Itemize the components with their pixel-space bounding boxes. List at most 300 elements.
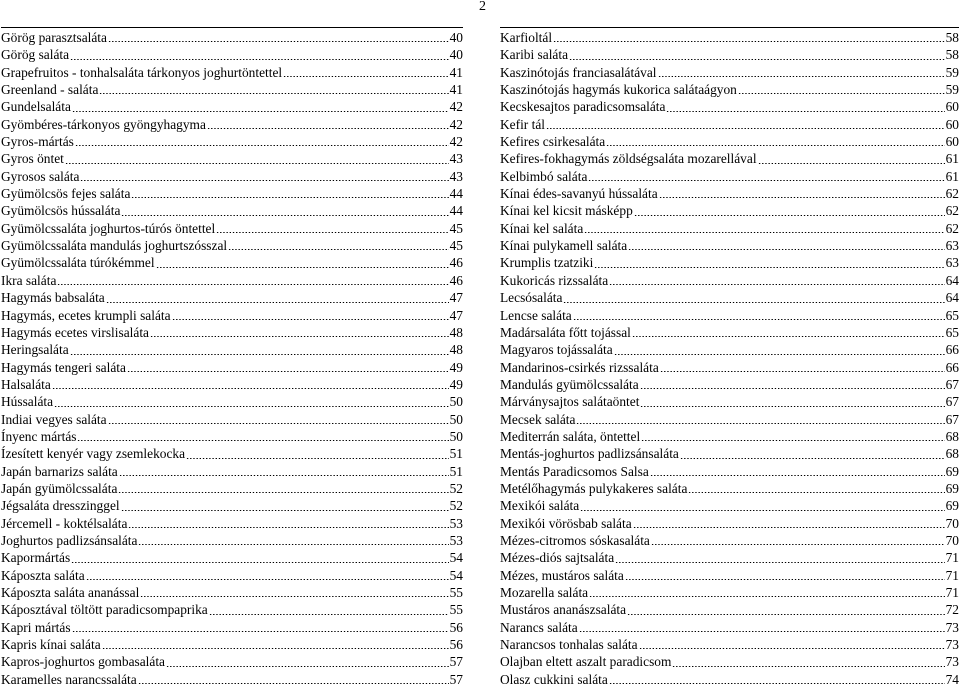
toc-entry: [500, 185, 959, 202]
toc-entry-title: Mandulás gyümölcssaláta: [500, 376, 639, 392]
toc-entry-page: 61: [945, 168, 959, 184]
toc-entry-title: Olajban eltett aszalt paradicsom: [500, 654, 672, 670]
toc-entry-page: 50: [449, 394, 463, 410]
toc-entry: [1, 237, 463, 254]
toc-entry-title: Olasz cukkini saláta: [500, 671, 608, 687]
toc-entry: [1, 428, 463, 445]
dot-leader: [627, 603, 945, 615]
toc-entry: [500, 289, 959, 306]
toc-entry: [1, 515, 463, 532]
toc-entry: [500, 46, 959, 63]
toc-entry-title: Mézes, mustáros saláta: [500, 567, 624, 583]
dot-leader: [580, 499, 944, 511]
toc-entry: [1, 619, 463, 636]
toc-entry-title: Kapormártás: [1, 550, 71, 566]
toc-entry-title: Kínai kel kicsit másképp: [500, 203, 633, 219]
toc-entry: [500, 29, 959, 46]
toc-entry-title: Japán barnarizs saláta: [1, 463, 118, 479]
toc-entry-page: 51: [449, 463, 463, 479]
toc-entry-page: 58: [945, 30, 959, 45]
toc-entry-title: Karibi saláta: [500, 47, 569, 63]
dot-leader: [651, 533, 945, 545]
toc-entry: [500, 445, 959, 462]
dot-leader: [606, 134, 944, 146]
toc-entry: [500, 428, 959, 445]
toc-entry-title: Gyros öntet: [1, 151, 64, 167]
toc-entry-title: Heringsaláta: [1, 342, 69, 358]
toc-entry-title: Mandarinos-csirkés rizssaláta: [500, 359, 659, 375]
toc-entry: [500, 411, 959, 428]
dot-leader: [57, 273, 448, 285]
toc-entry-page: 67: [945, 394, 959, 410]
toc-entry: [1, 411, 463, 428]
toc-entry: [1, 532, 463, 549]
dot-leader: [738, 82, 945, 94]
toc-entry-title: Kaszinótojás franciasalátával: [500, 64, 657, 80]
toc-entry: [1, 549, 463, 566]
dot-leader: [127, 360, 449, 372]
toc-entry-title: Gyros-mártás: [1, 134, 74, 150]
toc-entry-title: Lencse saláta: [500, 307, 572, 323]
toc-entry: [500, 480, 959, 497]
toc-entry-page: 65: [945, 307, 959, 323]
toc-entry-title: Indiai vegyes saláta: [1, 411, 107, 427]
toc-entry-page: 55: [449, 602, 463, 618]
toc-entry: [500, 324, 959, 341]
dot-leader: [121, 499, 449, 511]
toc-entry-page: 67: [945, 411, 959, 427]
toc-entry: [1, 376, 463, 393]
toc-entry: [1, 445, 463, 462]
toc-entry: [1, 202, 463, 219]
toc-entry: [500, 497, 959, 514]
toc-entry-title: Ínyenc mártás: [1, 428, 77, 444]
toc-entry-page: 66: [945, 359, 959, 375]
toc-entry-page: 63: [945, 238, 959, 254]
toc-entry: [500, 584, 959, 601]
toc-entry: [500, 463, 959, 480]
toc-entry-title: Kefires-fokhagymás zöldségsaláta mozarellával: [500, 151, 757, 167]
dot-leader: [108, 30, 449, 42]
toc-entry-title: Metélőhagymás pulykakeres saláta: [500, 480, 688, 496]
toc-entry: [1, 46, 463, 63]
toc-entry-title: Mecsek saláta: [500, 411, 576, 427]
toc-entry: [1, 98, 463, 115]
toc-entry-page: 73: [945, 637, 959, 653]
toc-entry-page: 40: [449, 30, 463, 45]
dot-leader: [641, 429, 944, 441]
toc-entry-title: Hússaláta: [1, 394, 54, 410]
toc-entry-title: Kefires csirkesaláta: [500, 134, 606, 150]
toc-entry: [1, 64, 463, 81]
dot-leader: [118, 481, 448, 493]
toc-entry-title: Joghurtos padlizsánsaláta: [1, 532, 138, 548]
toc-entry-title: Gyümölcssaláta mandulás joghurtszósszal: [1, 238, 228, 254]
toc-entry: [500, 393, 959, 410]
toc-entry-title: Kelbimbó saláta: [500, 168, 588, 184]
dot-leader: [65, 152, 449, 164]
toc-entry-page: 62: [945, 220, 959, 236]
dot-leader: [172, 308, 449, 320]
toc-entry: [500, 359, 959, 376]
toc-entry-title: Hagymás tengeri saláta: [1, 359, 126, 375]
dot-leader: [128, 516, 448, 528]
toc-entry-title: Márványsajtos salátaöntet: [500, 394, 640, 410]
toc-entry-page: 59: [945, 64, 959, 80]
toc-entry-page: 52: [449, 480, 463, 496]
dot-leader: [666, 100, 944, 112]
dot-leader: [156, 256, 449, 268]
toc-entry: [1, 185, 463, 202]
toc-entry: [1, 254, 463, 271]
dot-leader: [140, 585, 448, 597]
dot-leader: [71, 551, 448, 563]
toc-entry: [500, 671, 959, 688]
toc-entry: [500, 653, 959, 670]
toc-entry-page: 43: [449, 151, 463, 167]
toc-entry-title: Hagymás, ecetes krumpli saláta: [1, 307, 171, 323]
toc-entry-page: 53: [449, 515, 463, 531]
dot-leader: [228, 238, 449, 250]
toc-entry-page: 62: [945, 203, 959, 219]
toc-entry-title: Ízesített kenyér vagy zsemlekocka: [1, 446, 186, 462]
toc-entry-title: Káposztával töltött paradicsompaprika: [1, 602, 208, 618]
toc-entry-page: 44: [449, 203, 463, 219]
toc-entry-page: 42: [449, 134, 463, 150]
toc-entry-title: Gyümölcssaláta joghurtos-túrós öntettel: [1, 220, 216, 236]
toc-entry-page: 56: [449, 637, 463, 653]
toc-entry-page: 42: [449, 99, 463, 115]
toc-entry: [500, 636, 959, 653]
toc-entry-page: 61: [945, 151, 959, 167]
toc-entry: [500, 515, 959, 532]
toc-entry: [500, 567, 959, 584]
dot-leader: [576, 412, 944, 424]
toc-entry-page: 51: [449, 446, 463, 462]
dot-leader: [609, 672, 945, 684]
dot-leader: [628, 238, 944, 250]
dot-leader: [758, 152, 945, 164]
toc-entry: [500, 341, 959, 358]
toc-entry-title: Hagymás ecetes virslisaláta: [1, 324, 149, 340]
toc-entry-title: Görög saláta: [1, 47, 70, 63]
toc-entry: [500, 532, 959, 549]
toc-entry-title: Krumplis tzatziki: [500, 255, 594, 271]
toc-entry-title: Lecsósaláta: [500, 290, 563, 306]
toc-entry: [1, 324, 463, 341]
toc-entry-page: 46: [449, 255, 463, 271]
dot-leader: [589, 585, 945, 597]
toc-entry: [500, 307, 959, 324]
dot-leader: [121, 204, 448, 216]
toc-entry-page: 54: [449, 550, 463, 566]
toc-entry-page: 72: [945, 602, 959, 618]
dot-leader: [209, 603, 449, 615]
toc-entry: [1, 653, 463, 670]
toc-entry-page: 68: [945, 428, 959, 444]
toc-entry-page: 40: [449, 47, 463, 63]
toc-entry-page: 42: [449, 116, 463, 132]
toc-entry-page: 69: [945, 480, 959, 496]
toc-entry-page: 64: [945, 290, 959, 306]
dot-leader: [216, 221, 448, 233]
toc-entry: [1, 584, 463, 601]
dot-leader: [54, 395, 449, 407]
dot-leader: [138, 533, 448, 545]
toc-entry: [1, 289, 463, 306]
toc-entry: [500, 549, 959, 566]
toc-entry-title: Mézes-citromos sóskasaláta: [500, 532, 650, 548]
toc-entry-title: Kefir tál: [500, 116, 545, 132]
toc-column-right: [500, 27, 959, 688]
dot-leader: [672, 655, 944, 667]
toc-column-left: [1, 27, 463, 688]
toc-entry-page: 60: [945, 99, 959, 115]
toc-entry-page: 74: [945, 671, 959, 687]
toc-entry-title: Karfioltál: [500, 30, 553, 45]
toc-entry-title: Gyömbéres-tárkonyos gyöngyhagyma: [1, 116, 206, 132]
toc-entry-page: 59: [945, 82, 959, 98]
dot-leader: [563, 291, 944, 303]
toc-entry-title: Jégsaláta dresszinggel: [1, 498, 120, 514]
dot-leader: [579, 620, 945, 632]
toc-entry: [500, 237, 959, 254]
toc-entry-title: Ikra saláta: [1, 272, 57, 288]
toc-entry-title: Mézes-diós sajtsaláta: [500, 550, 615, 566]
toc-entry-title: Greenland - saláta: [1, 82, 99, 98]
toc-entry: [1, 133, 463, 150]
toc-entry-title: Káposzta saláta ananással: [1, 585, 140, 600]
toc-entry-page: 49: [449, 359, 463, 375]
dot-leader: [108, 412, 449, 424]
toc-entry-title: Karamelles narancssaláta: [1, 671, 137, 687]
dot-leader: [70, 48, 449, 60]
dot-leader: [634, 204, 945, 216]
toc-entry-title: Káposzta saláta: [1, 567, 85, 583]
toc-entry-page: 71: [945, 550, 959, 566]
dot-leader: [640, 377, 945, 389]
dot-leader: [680, 447, 945, 459]
dot-leader: [138, 672, 449, 684]
dot-leader: [660, 360, 945, 372]
toc-entry: [500, 254, 959, 271]
toc-entry: [500, 619, 959, 636]
dot-leader: [615, 551, 944, 563]
toc-entry: [1, 29, 463, 46]
dot-leader: [632, 325, 945, 337]
toc-entry-page: 50: [449, 411, 463, 427]
toc-entry-title: Kaszinótojás hagymás kukorica salátaágyon: [500, 82, 737, 98]
dot-leader: [186, 447, 449, 459]
toc-entry: [1, 116, 463, 133]
toc-entry-page: 71: [945, 567, 959, 583]
toc-entry-page: 56: [449, 619, 463, 635]
dot-leader: [102, 637, 449, 649]
dot-leader: [150, 325, 449, 337]
toc-entry-title: Kínai édes-savanyú hússaláta: [500, 186, 658, 202]
toc-entry: [1, 341, 463, 358]
dot-leader: [80, 169, 448, 181]
toc-entry-title: Narancs saláta: [500, 619, 578, 635]
toc-entry: [500, 133, 959, 150]
toc-entry: [500, 116, 959, 133]
dot-leader: [77, 429, 448, 441]
toc-entry-page: 60: [945, 116, 959, 132]
toc-entry-page: 46: [449, 272, 463, 288]
toc-entry-title: Kecskesajtos paradicsomsaláta: [500, 99, 666, 115]
toc-entry-page: 73: [945, 619, 959, 635]
toc-entry-page: 49: [449, 376, 463, 392]
dot-leader: [207, 117, 449, 129]
dot-leader: [588, 169, 944, 181]
dot-leader: [72, 620, 449, 632]
toc-entry-title: Japán gyümölcssaláta: [1, 480, 118, 496]
dot-leader: [131, 186, 448, 198]
dot-leader: [70, 343, 449, 355]
toc-entry-title: Gyümölcsös hússaláta: [1, 203, 121, 219]
dot-leader: [99, 82, 448, 94]
toc-entry-page: 58: [945, 47, 959, 63]
toc-entry-page: 55: [449, 585, 463, 600]
toc-entry-title: Kapri mártás: [1, 619, 71, 635]
toc-entry: [500, 81, 959, 98]
toc-entry-page: 64: [945, 272, 959, 288]
toc-entry: [1, 601, 463, 618]
toc-entry-title: Grapefruitos - tonhalsaláta tárkonyos joghurtöntettel: [1, 64, 283, 80]
toc-entry-page: 65: [945, 324, 959, 340]
dot-leader: [283, 65, 448, 77]
toc-entry-page: 48: [449, 324, 463, 340]
dot-leader: [640, 395, 944, 407]
toc-entry: [500, 376, 959, 393]
toc-entry-page: 69: [945, 498, 959, 514]
toc-entry-page: 45: [449, 238, 463, 254]
toc-entry-title: Mentás Paradicsomos Salsa: [500, 463, 649, 479]
toc-entry: [500, 220, 959, 237]
dot-leader: [633, 516, 945, 528]
toc-entry-page: 60: [945, 134, 959, 150]
page-number: 2: [479, 0, 486, 14]
dot-leader: [52, 377, 449, 389]
toc-entry-title: Kapris kínai saláta: [1, 637, 101, 653]
toc-entry: [500, 202, 959, 219]
toc-entry-page: 69: [945, 463, 959, 479]
dot-leader: [72, 100, 449, 112]
dot-leader: [75, 134, 449, 146]
toc-entry-title: Halsaláta: [1, 376, 51, 392]
toc-entry: [1, 272, 463, 289]
toc-entry-title: Mexikói vörösbab saláta: [500, 515, 632, 531]
toc-entry-page: 68: [945, 446, 959, 462]
toc-entry-page: 57: [449, 671, 463, 687]
dot-leader: [594, 256, 944, 268]
toc-entry-page: 44: [449, 186, 463, 202]
toc-entry: [1, 307, 463, 324]
toc-entry: [1, 393, 463, 410]
dot-leader: [639, 637, 945, 649]
toc-entry: [1, 168, 463, 185]
toc-entry: [1, 671, 463, 688]
toc-entry-title: Gyrosos saláta: [1, 168, 80, 184]
toc-entry-page: 47: [449, 307, 463, 323]
toc-entry-title: Magyaros tojássaláta: [500, 342, 613, 358]
toc-entry: [1, 497, 463, 514]
toc-entry: [1, 220, 463, 237]
dot-leader: [119, 464, 449, 476]
toc-entry-title: Kapros-joghurtos gombasaláta: [1, 654, 165, 670]
dot-leader: [584, 221, 944, 233]
toc-entry: [1, 480, 463, 497]
toc-entry-page: 67: [945, 376, 959, 392]
toc-entry-title: Mustáros ananászsaláta: [500, 602, 627, 618]
toc-entry: [500, 98, 959, 115]
dot-leader: [658, 65, 945, 77]
toc-entry-title: Mediterrán saláta, öntettel: [500, 428, 641, 444]
dot-leader: [625, 568, 945, 580]
toc-entry-page: 52: [449, 498, 463, 514]
toc-entry-title: Hagymás babsaláta: [1, 290, 105, 306]
dot-leader: [659, 186, 945, 198]
toc-entry-title: Narancsos tonhalas saláta: [500, 637, 638, 653]
toc-entry-title: Mentás-joghurtos padlizsánsaláta: [500, 446, 679, 462]
toc-entry-title: Gundelsaláta: [1, 99, 71, 115]
toc-entry-page: 70: [945, 515, 959, 531]
toc-entry: [500, 150, 959, 167]
toc-entry-page: 43: [449, 168, 463, 184]
toc-entry: [1, 81, 463, 98]
toc-entry-title: Gyümölcssaláta túrókémmel: [1, 255, 155, 271]
toc-entry-page: 62: [945, 186, 959, 202]
toc-entry-page: 66: [945, 342, 959, 358]
toc-entry: [1, 567, 463, 584]
dot-leader: [688, 481, 944, 493]
toc-entry: [1, 150, 463, 167]
toc-entry: [500, 168, 959, 185]
toc-entry-page: 71: [945, 585, 959, 600]
toc-entry: [1, 359, 463, 376]
dot-leader: [553, 30, 945, 42]
toc-entry: [1, 463, 463, 480]
toc-entry: [500, 64, 959, 81]
toc-entry-page: 54: [449, 567, 463, 583]
toc-entry-title: Mozarella saláta: [500, 585, 589, 600]
dot-leader: [614, 343, 945, 355]
toc-entry-page: 48: [449, 342, 463, 358]
toc-entry-title: Gyümölcsös fejes saláta: [1, 186, 131, 202]
toc-entry-page: 47: [449, 290, 463, 306]
toc-entry: [1, 636, 463, 653]
toc-entry-title: Görög parasztsaláta: [1, 30, 107, 45]
dot-leader: [573, 308, 945, 320]
dot-leader: [106, 291, 449, 303]
toc-entry-title: Jércemell - koktélsaláta: [1, 515, 128, 531]
dot-leader: [609, 273, 944, 285]
toc-entry-title: Kínai kel saláta: [500, 220, 584, 236]
toc-entry: [500, 272, 959, 289]
dot-leader: [546, 117, 945, 129]
toc-entry-page: 45: [449, 220, 463, 236]
toc-entry-title: Madársaláta főtt tojással: [500, 324, 631, 340]
dot-leader: [569, 48, 945, 60]
toc-entry-title: Mexikói saláta: [500, 498, 580, 514]
toc-entry-page: 63: [945, 255, 959, 271]
toc-entry-page: 41: [449, 64, 463, 80]
toc-entry-title: Kínai pulykamell saláta: [500, 238, 628, 254]
dot-leader: [166, 655, 449, 667]
toc-entry-title: Kukoricás rizssaláta: [500, 272, 609, 288]
toc-entry-page: 57: [449, 654, 463, 670]
toc-entry: [500, 601, 959, 618]
